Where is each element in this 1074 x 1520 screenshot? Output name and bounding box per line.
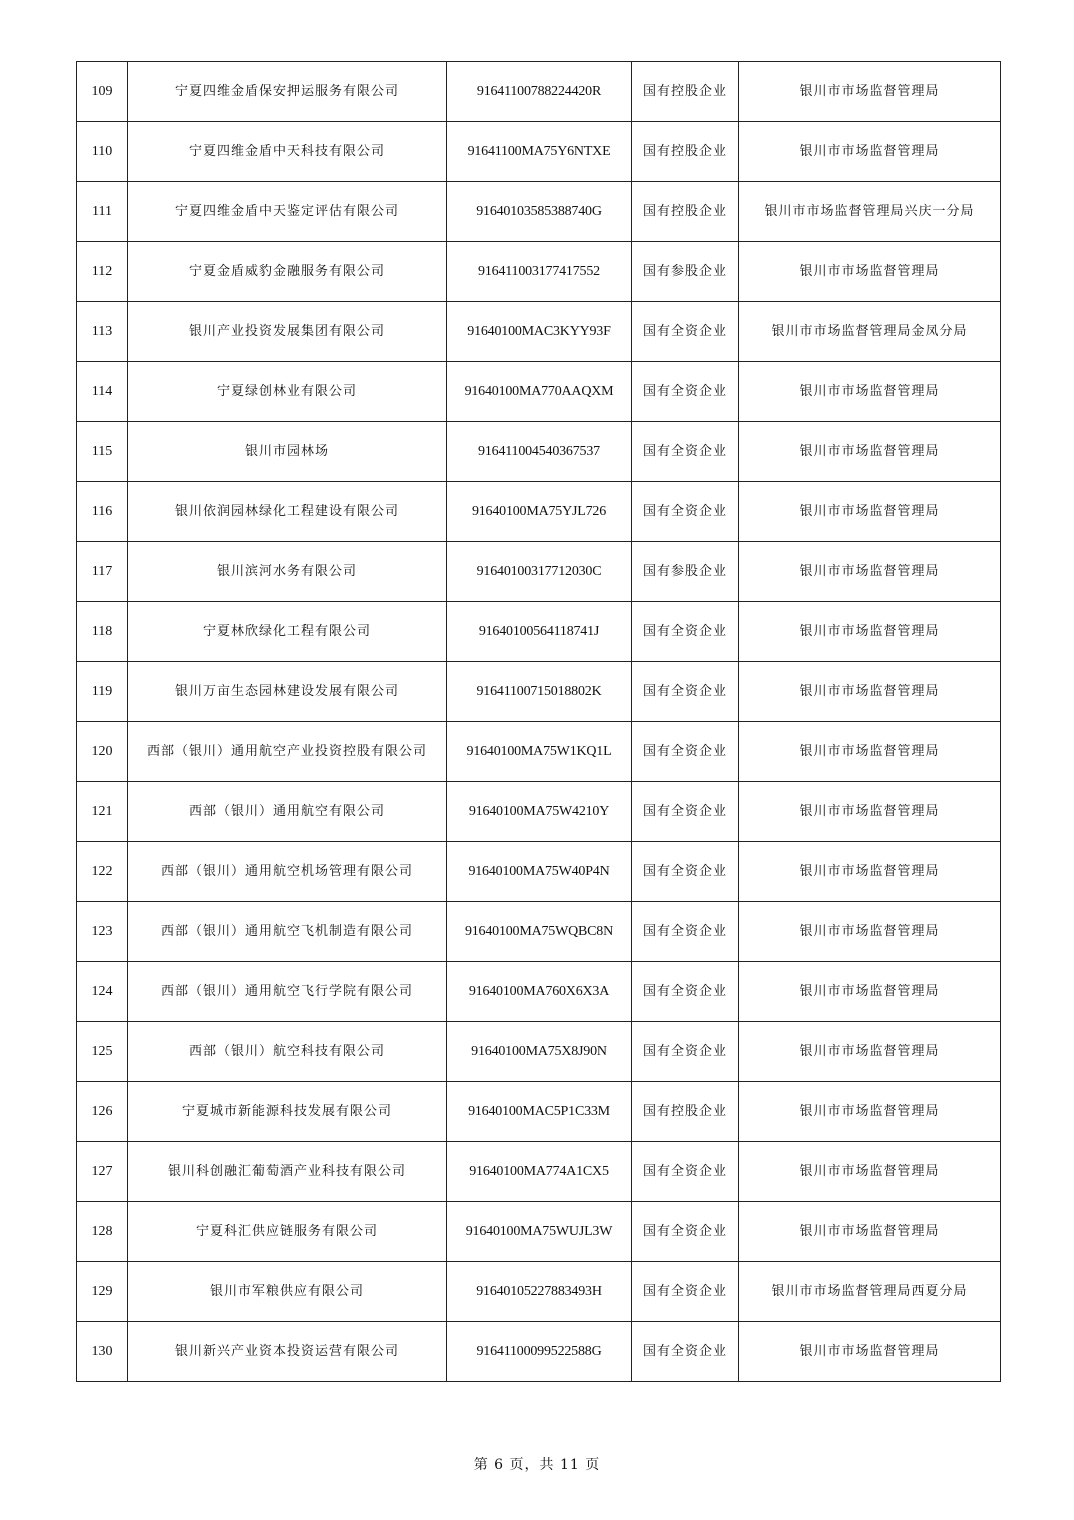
table-row	[77, 1202, 1001, 1262]
table-row	[77, 182, 1001, 242]
enterprise-type: 国有控股企业	[632, 1082, 739, 1142]
registration-authority: 银川市市场监督管理局	[739, 1142, 1001, 1202]
enterprise-type: 国有全资企业	[632, 662, 739, 722]
registration-authority: 银川市市场监督管理局	[739, 542, 1001, 602]
table-row	[77, 362, 1001, 422]
enterprise-type: 国有全资企业	[632, 842, 739, 902]
row-number: 119	[77, 662, 128, 722]
company-name: 宁夏金盾威豹金融服务有限公司	[128, 242, 447, 302]
table-row	[77, 122, 1001, 182]
row-number: 126	[77, 1082, 128, 1142]
table-row	[77, 482, 1001, 542]
row-number: 128	[77, 1202, 128, 1262]
credit-code: 91640100MA75WQBC8N	[447, 902, 632, 962]
credit-code: 91641100MA75Y6NTXE	[447, 122, 632, 182]
credit-code: 916411004540367537	[447, 422, 632, 482]
company-name: 银川依润园林绿化工程建设有限公司	[128, 482, 447, 542]
table-row	[77, 842, 1001, 902]
registration-authority: 银川市市场监督管理局	[739, 62, 1001, 122]
registration-authority: 银川市市场监督管理局金凤分局	[739, 302, 1001, 362]
enterprise-type: 国有控股企业	[632, 62, 739, 122]
registration-authority: 银川市市场监督管理局	[739, 1322, 1001, 1382]
registration-authority: 银川市市场监督管理局	[739, 362, 1001, 422]
enterprise-type: 国有全资企业	[632, 962, 739, 1022]
table-row	[77, 662, 1001, 722]
enterprise-type: 国有全资企业	[632, 602, 739, 662]
credit-code: 91640100564118741J	[447, 602, 632, 662]
table-row	[77, 782, 1001, 842]
company-name: 西部（银川）航空科技有限公司	[128, 1022, 447, 1082]
registration-authority: 银川市市场监督管理局	[739, 602, 1001, 662]
row-number: 112	[77, 242, 128, 302]
table-row	[77, 302, 1001, 362]
enterprise-type: 国有全资企业	[632, 302, 739, 362]
row-number: 120	[77, 722, 128, 782]
table-row	[77, 422, 1001, 482]
registration-authority: 银川市市场监督管理局	[739, 482, 1001, 542]
enterprise-type: 国有全资企业	[632, 902, 739, 962]
table-row	[77, 62, 1001, 122]
enterprise-type: 国有参股企业	[632, 542, 739, 602]
company-name: 宁夏绿创林业有限公司	[128, 362, 447, 422]
enterprise-type: 国有参股企业	[632, 242, 739, 302]
credit-code: 91640100MA774A1CX5	[447, 1142, 632, 1202]
company-name: 西部（银川）通用航空产业投资控股有限公司	[128, 722, 447, 782]
table-row	[77, 1322, 1001, 1382]
table-row	[77, 1022, 1001, 1082]
company-name: 银川市园林场	[128, 422, 447, 482]
row-number: 130	[77, 1322, 128, 1382]
row-number: 125	[77, 1022, 128, 1082]
company-name: 银川市军粮供应有限公司	[128, 1262, 447, 1322]
row-number: 114	[77, 362, 128, 422]
credit-code: 91641100099522588G	[447, 1322, 632, 1382]
table-row	[77, 722, 1001, 782]
company-name: 西部（银川）通用航空有限公司	[128, 782, 447, 842]
row-number: 121	[77, 782, 128, 842]
enterprise-type: 国有全资企业	[632, 722, 739, 782]
page-footer: 第 6 页，共 11 页	[473, 1457, 601, 1473]
company-name: 银川新兴产业资本投资运营有限公司	[128, 1322, 447, 1382]
row-number: 115	[77, 422, 128, 482]
table-row	[77, 902, 1001, 962]
enterprise-table	[76, 61, 1001, 1382]
table-row	[77, 242, 1001, 302]
table-row	[77, 1082, 1001, 1142]
enterprise-type: 国有全资企业	[632, 422, 739, 482]
enterprise-type: 国有全资企业	[632, 1322, 739, 1382]
registration-authority: 银川市市场监督管理局	[739, 422, 1001, 482]
company-name: 银川万亩生态园林建设发展有限公司	[128, 662, 447, 722]
company-name: 宁夏科汇供应链服务有限公司	[128, 1202, 447, 1262]
table-body	[77, 62, 1001, 1382]
credit-code: 91640100MA75YJL726	[447, 482, 632, 542]
row-number: 118	[77, 602, 128, 662]
row-number: 124	[77, 962, 128, 1022]
enterprise-type: 国有全资企业	[632, 482, 739, 542]
row-number: 127	[77, 1142, 128, 1202]
enterprise-type: 国有全资企业	[632, 782, 739, 842]
table-row	[77, 602, 1001, 662]
registration-authority: 银川市市场监督管理局	[739, 1082, 1001, 1142]
table-row	[77, 1262, 1001, 1322]
row-number: 111	[77, 182, 128, 242]
company-name: 银川科创融汇葡萄酒产业科技有限公司	[128, 1142, 447, 1202]
registration-authority: 银川市市场监督管理局	[739, 722, 1001, 782]
row-number: 110	[77, 122, 128, 182]
credit-code: 91640100MA760X6X3A	[447, 962, 632, 1022]
credit-code: 91640100MA75W1KQ1L	[447, 722, 632, 782]
credit-code: 91640100MA75X8J90N	[447, 1022, 632, 1082]
table-row	[77, 1142, 1001, 1202]
enterprise-type: 国有全资企业	[632, 1022, 739, 1082]
registration-authority: 银川市市场监督管理局	[739, 962, 1001, 1022]
enterprise-type: 国有控股企业	[632, 122, 739, 182]
registration-authority: 银川市市场监督管理局	[739, 242, 1001, 302]
company-name: 宁夏四维金盾保安押运服务有限公司	[128, 62, 447, 122]
company-name: 宁夏城市新能源科技发展有限公司	[128, 1082, 447, 1142]
registration-authority: 银川市市场监督管理局	[739, 782, 1001, 842]
company-name: 银川滨河水务有限公司	[128, 542, 447, 602]
registration-authority: 银川市市场监督管理局	[739, 122, 1001, 182]
enterprise-type: 国有控股企业	[632, 182, 739, 242]
row-number: 116	[77, 482, 128, 542]
credit-code: 91640105227883493H	[447, 1262, 632, 1322]
row-number: 122	[77, 842, 128, 902]
table-row	[77, 542, 1001, 602]
registration-authority: 银川市市场监督管理局	[739, 1202, 1001, 1262]
credit-code: 916411003177417552	[447, 242, 632, 302]
enterprise-type: 国有全资企业	[632, 362, 739, 422]
credit-code: 91640100MA770AAQXM	[447, 362, 632, 422]
enterprise-type: 国有全资企业	[632, 1142, 739, 1202]
row-number: 109	[77, 62, 128, 122]
row-number: 129	[77, 1262, 128, 1322]
table-row	[77, 962, 1001, 1022]
credit-code: 91641100788224420R	[447, 62, 632, 122]
row-number: 113	[77, 302, 128, 362]
registration-authority: 银川市市场监督管理局	[739, 662, 1001, 722]
row-number: 123	[77, 902, 128, 962]
registration-authority: 银川市市场监督管理局兴庆一分局	[739, 182, 1001, 242]
credit-code: 91640100MA75W40P4N	[447, 842, 632, 902]
enterprise-type: 国有全资企业	[632, 1262, 739, 1322]
credit-code: 91641100715018802K	[447, 662, 632, 722]
enterprise-type: 国有全资企业	[632, 1202, 739, 1262]
registration-authority: 银川市市场监督管理局	[739, 842, 1001, 902]
company-name: 宁夏林欣绿化工程有限公司	[128, 602, 447, 662]
company-name: 银川产业投资发展集团有限公司	[128, 302, 447, 362]
company-name: 西部（银川）通用航空飞行学院有限公司	[128, 962, 447, 1022]
credit-code: 91640100MAC3KYY93F	[447, 302, 632, 362]
credit-code: 91640100MAC5P1C33M	[447, 1082, 632, 1142]
row-number: 117	[77, 542, 128, 602]
credit-code: 91640100MA75W4210Y	[447, 782, 632, 842]
credit-code: 91640100317712030C	[447, 542, 632, 602]
registration-authority: 银川市市场监督管理局	[739, 902, 1001, 962]
registration-authority: 银川市市场监督管理局	[739, 1022, 1001, 1082]
credit-code: 91640100MA75WUJL3W	[447, 1202, 632, 1262]
company-name: 宁夏四维金盾中天科技有限公司	[128, 122, 447, 182]
registration-authority: 银川市市场监督管理局西夏分局	[739, 1262, 1001, 1322]
credit-code: 91640103585388740G	[447, 182, 632, 242]
company-name: 宁夏四维金盾中天鉴定评估有限公司	[128, 182, 447, 242]
company-name: 西部（银川）通用航空飞机制造有限公司	[128, 902, 447, 962]
company-name: 西部（银川）通用航空机场管理有限公司	[128, 842, 447, 902]
